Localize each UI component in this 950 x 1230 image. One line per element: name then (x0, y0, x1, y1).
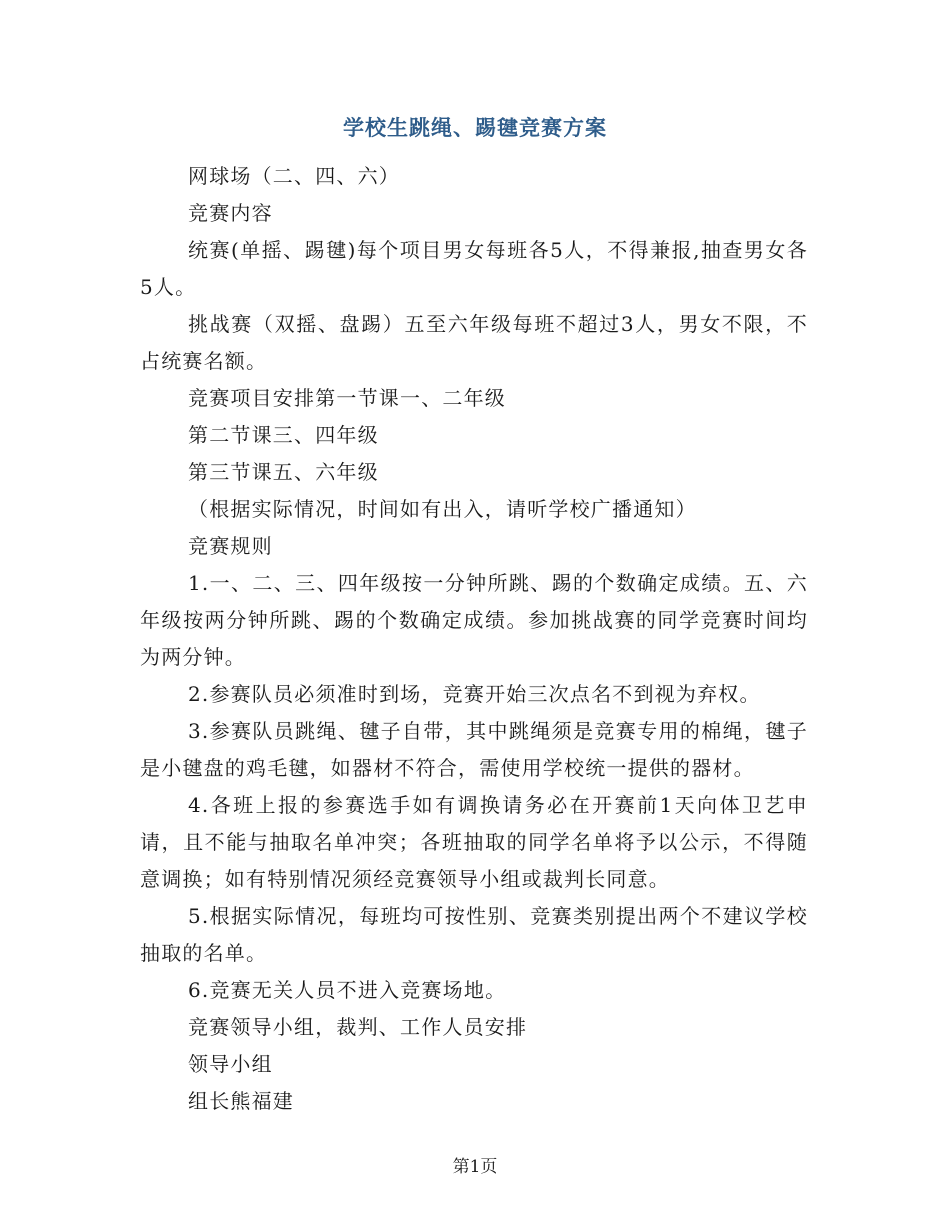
paragraph-schedule-second: 第二节课三、四年级 (188, 423, 379, 447)
paragraph-content-heading: 竞赛内容 (188, 201, 273, 225)
paragraph-rule-3: 3.参赛队员跳绳、毽子自带，其中跳绳须是竞赛专用的棉绳，毽子是小毽盘的鸡毛毽，如器材不符合，需使用学校统一提供的器材。 (140, 719, 808, 780)
paragraph-rule-4: 4.各班上报的参赛选手如有调换请务必在开赛前1天向体卫艺申请，且不能与抽取名单冲突；各班抽取的同学名单将予以公示，不得随意调换；如有特别情况须经竞赛领导小组或裁判长同意。 (140, 793, 808, 891)
document-body (140, 158, 808, 1120)
paragraph-schedule-third: 第三节课五、六年级 (188, 460, 379, 484)
paragraph-rule-5: 5.根据实际情况，每班均可按性别、竞赛类别提出两个不建议学校抽取的名单。 (140, 904, 808, 965)
paragraph-unified-competition: 统赛(单摇、踢毽)每个项目男女每班各5人，不得兼报,抽查男女各5人。 (140, 238, 808, 299)
page-number: 第1页 (452, 1157, 498, 1177)
paragraph-rule-2: 2.参赛队员必须准时到场，竞赛开始三次点名不到视为弃权。 (188, 682, 761, 706)
paragraph-schedule-first: 竞赛项目安排第一节课一、二年级 (188, 386, 506, 410)
paragraph-group-leader: 组长熊福建 (188, 1089, 294, 1113)
paragraph-challenge-competition: 挑战赛（双摇、盘踢）五至六年级每班不超过3人，男女不限，不占统赛名额。 (140, 312, 808, 373)
paragraph-rule-1: 1.一、二、三、四年级按一分钟所跳、踢的个数确定成绩。五、六年级按两分钟所跳、踢的个数确定成绩。参加挑战赛的同学竞赛时间均为两分钟。 (140, 571, 808, 669)
document-title: 学校生跳绳、踢毽竞赛方案 (343, 115, 607, 140)
paragraph-rules-heading: 竞赛规则 (188, 534, 273, 558)
paragraph-venue: 网球场（二、四、六） (188, 164, 400, 188)
paragraph-schedule-note: （根据实际情况，时间如有出入，请听学校广播通知） (188, 497, 697, 521)
paragraph-leadership-heading: 竞赛领导小组，裁判、工作人员安排 (188, 1015, 528, 1039)
paragraph-leadership-group: 领导小组 (188, 1052, 273, 1076)
paragraph-rule-6: 6.竞赛无关人员不进入竞赛场地。 (188, 978, 507, 1002)
